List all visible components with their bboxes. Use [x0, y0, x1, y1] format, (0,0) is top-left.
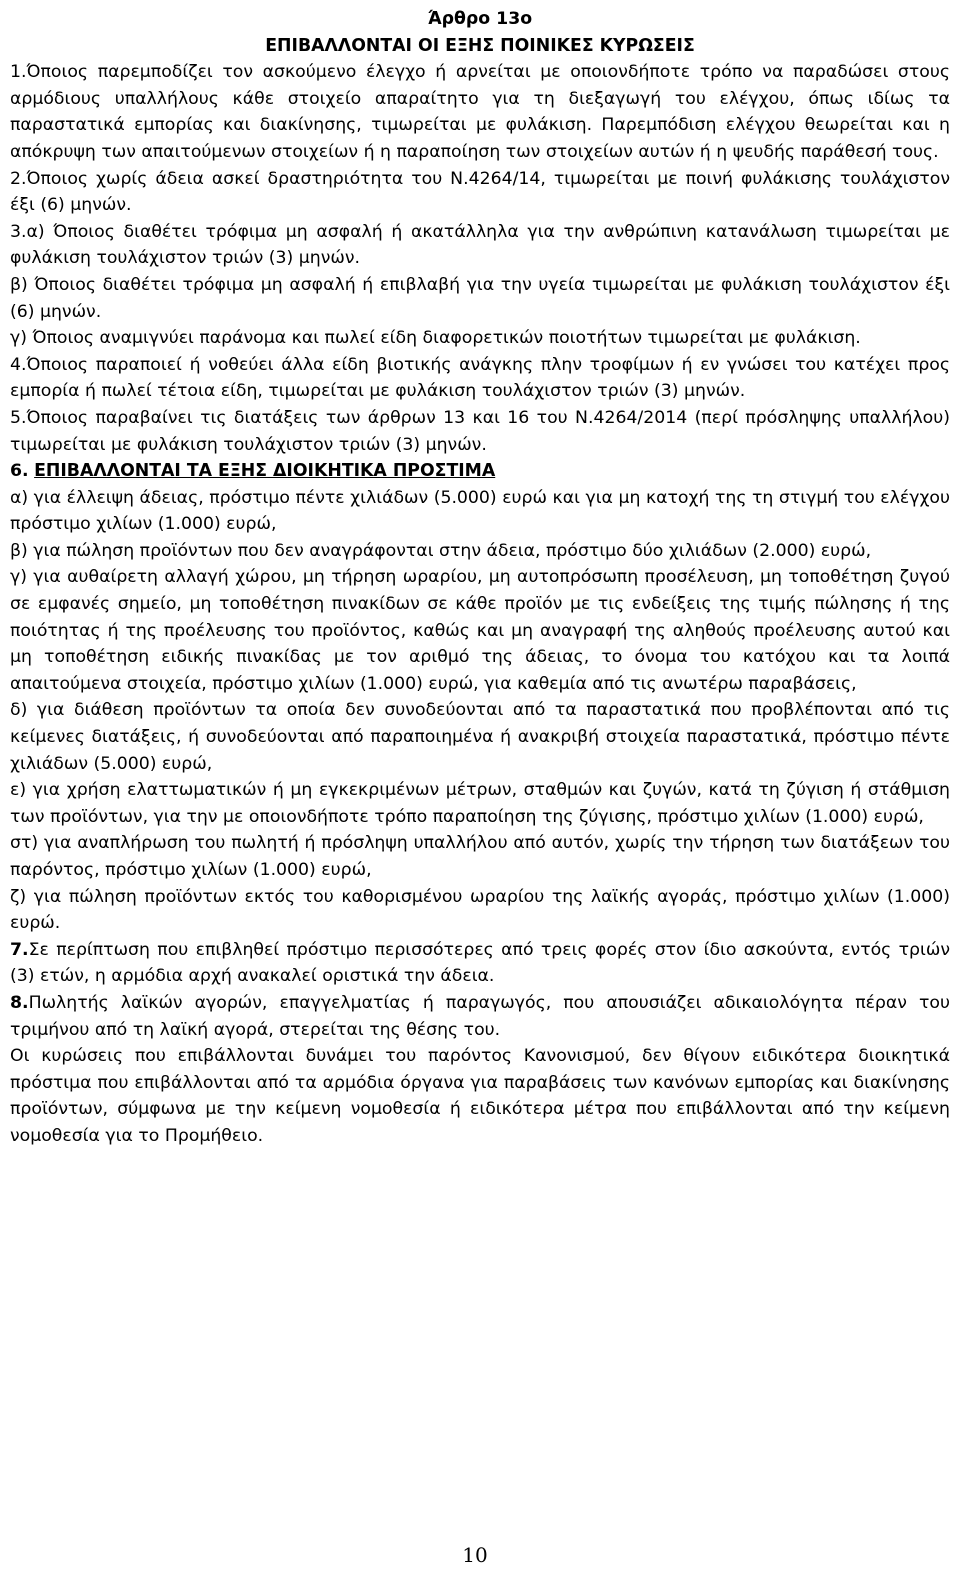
paragraph-6a: α) για έλλειψη άδειας, πρόστιμο πέντε χιλιάδων (5.000) ευρώ και για μη κατοχή της τη στιγμή του ελέγχου πρόστιμο χιλίων (1.000) ευρώ,: [10, 487, 950, 535]
paragraph-6-title: ΕΠΙΒΑΛΛΟΝΤΑΙ ΤΑ ΕΞΗΣ ΔΙΟΙΚΗΤΙΚΑ ΠΡΟΣΤΙΜΑ: [34, 461, 496, 482]
paragraph-7-text: Σε περίπτωση που επιβληθεί πρόστιμο περισσότερες από τρεις φορές στον ίδιο ασκούντα, εντός τριών (3) ετών, η αρμόδια αρχή ανακαλεί οριστικά την άδεια.: [10, 939, 950, 987]
paragraph-7: [10, 937, 950, 990]
paragraph-2: 2.Όποιος χωρίς άδεια ασκεί δραστηριότητα του Ν.4264/14, τιμωρείται με ποινή φυλάκισης τουλάχιστον έξι (6) μηνών.: [10, 168, 950, 216]
paragraph-4: 4.Όποιος παραποιεί ή νοθεύει άλλα είδη βιοτικής ανάγκης πλην τροφίμων ή εν γνώσει του κατέχει προς εμπορία ή πωλεί τέτοια είδη, τιμωρείται με φυλάκιση τουλάχιστον τριών (3) μηνών.: [10, 354, 950, 402]
paragraph-1: 1.Όποιος παρεμποδίζει τον ασκούμενο έλεγχο ή αρνείται με οποιονδήποτε τρόπο να παραδώσει στους αρμόδιους υπαλλήλους κάθε στοιχείο απαραίτητο για τη διεξαγωγή του ελέγχου, όπως ιδίως τα παραστατικά εμπορίας και διακίνησης, τιμωρείται με φυλάκιση. Παρεμπόδιση ελέγχου θεωρείται και η απόκρυψη των απαιτούμενων στοιχείων ή η παραποίηση των στοιχείων αυτών ή η ψευδής παράθεσή τους.: [10, 62, 950, 162]
paragraph-6-heading: [10, 458, 950, 485]
paragraph-6e: ε) για χρήση ελαττωματικών ή μη εγκεκριμένων μέτρων, σταθμών και ζυγών, κατά τη ζύγιση ή στάθμιση των προϊόντων, για την με οποιονδήποτε τρόπο παραποίηση της ζύγισης, πρόστιμο χιλίων (1.000) ευρώ,: [10, 780, 950, 827]
paragraph-8-text: Πωλητής λαϊκών αγορών, επαγγελματίας ή παραγωγός, που απουσιάζει αδικαιολόγητα πέραν του τριμήνου από τη λαϊκή αγορά, στερείται της θέσης του.: [10, 992, 950, 1040]
paragraph-3c: γ) Όποιος αναμιγνύει παράνομα και πωλεί είδη διαφορετικών ποιοτήτων τιμωρείται με φυλάκιση.: [10, 328, 861, 349]
closing-paragraph: Οι κυρώσεις που επιβάλλονται δυνάμει του παρόντος Κανονισμού, δεν θίγουν ειδικότερα διοικητικά πρόστιμα που επιβάλλονται από τα αρμόδια όργανα για παραβάσεις των κανόνων εμπορίας και διακίνησης προϊόντων, σύμφωνα με την κείμενη νομοθεσία ή ειδικότερα μέτρα που επιβάλλονται από την κείμενη νομοθεσία για το Προμήθειο.: [10, 1046, 950, 1146]
paragraph-6c: γ) για αυθαίρετη αλλαγή χώρου, μη τήρηση ωραρίου, μη αυτοπρόσωπη προσέλευση, μη τοποθέτηση ζυγού σε εμφανές σημείο, μη τοποθέτηση πινακίδων σε κάθε προϊόν με τις ενδείξεις της τιμής πώλησης ή της ποιότητας ή της προέλευσης του προϊόντος, καθώς και μη αναγραφή της αληθούς προέλευσης αυτού και μη τοποθέτηση ειδικής πινακίδας με τον αριθμό της άδειας, το όνομα του κατόχου και τα λοιπά απαιτούμενα στοιχεία, πρόστιμο χιλίων (1.000) ευρώ, για καθεμία από τις ανωτέρω παραβάσεις,: [10, 567, 950, 694]
paragraph-6b: β) για πώληση προϊόντων που δεν αναγράφονται στην άδεια, πρόστιμο δύο χιλιάδων (2.000) ευρώ,: [10, 540, 872, 561]
paragraph-6-number: 6.: [10, 461, 29, 482]
paragraph-8: [10, 990, 950, 1043]
paragraph-3a: 3.α) Όποιος διαθέτει τρόφιμα μη ασφαλή ή ακατάλληλα για την ανθρώπινη κατανάλωση τιμωρείται με φυλάκιση τουλάχιστον τριών (3) μηνών.: [10, 221, 950, 269]
article-title: Άρθρο 13ο: [427, 9, 533, 29]
paragraph-8-number: 8.: [10, 992, 29, 1013]
document-page: [10, 6, 950, 1150]
paragraph-6st: στ) για αναπλήρωση του πωλητή ή πρόσληψη υπαλλήλου από αυτόν, χωρίς την τήρηση των διατάξεων του παρόντος, πρόστιμο χιλίων (1.000) ευρώ,: [10, 833, 950, 880]
page-number: 10: [462, 1543, 488, 1567]
paragraph-6d: δ) για διάθεση προϊόντων τα οποία δεν συνοδεύονται από τα παραστατικά που προβλέπονται από τις κείμενες διατάξεις, ή συνοδεύονται από παραποιημένα ή ανακριβή στοιχεία παραστατικά, πρόστιμο πέντε χιλιάδων (5.000) ευρώ,: [10, 700, 950, 774]
paragraph-6z: ζ) για πώληση προϊόντων εκτός του καθορισμένου ωραρίου της λαϊκής αγοράς, πρόστιμο χιλίων (1.000) ευρώ.: [10, 886, 950, 934]
paragraph-7-number: 7.: [10, 939, 29, 960]
article-subtitle: ΕΠΙΒΑΛΛΟΝΤΑΙ ΟΙ ΕΞΗΣ ΠΟΙΝΙΚΕΣ ΚΥΡΩΣΕΙΣ: [265, 35, 695, 56]
paragraph-5: 5.Όποιος παραβαίνει τις διατάξεις των άρθρων 13 και 16 του Ν.4264/2014 (περί πρόσληψης υπαλλήλου) τιμωρείται με φυλάκιση τουλάχιστον τριών (3) μηνών.: [10, 407, 950, 455]
paragraph-3b: β) Όποιος διαθέτει τρόφιμα μη ασφαλή ή επιβλαβή για την υγεία τιμωρείται με φυλάκιση τουλάχιστον έξι (6) μηνών.: [10, 274, 950, 322]
